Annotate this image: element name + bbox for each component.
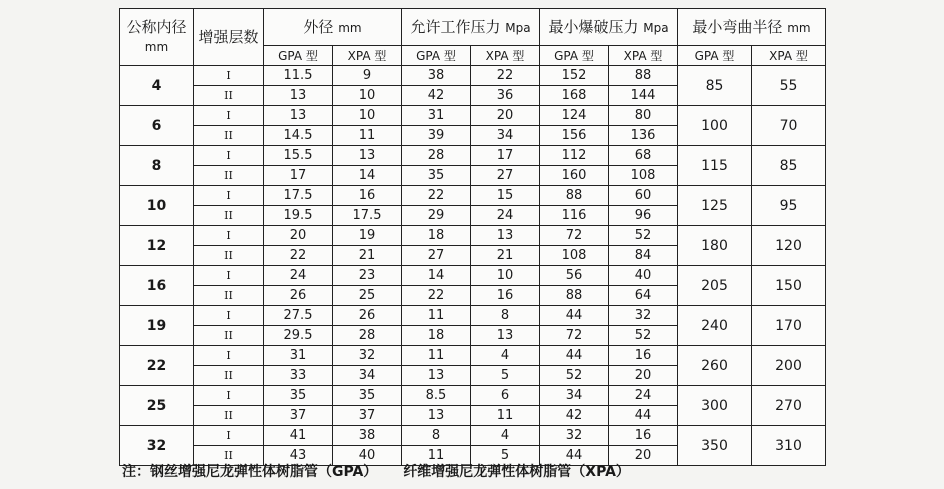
wp-xpa-cell: 13 xyxy=(471,326,540,346)
bend-gpa-cell: 260 xyxy=(678,346,752,386)
bp-gpa-cell: 72 xyxy=(540,326,609,346)
inner-diameter-cell: 4 xyxy=(120,66,194,106)
header-layers: 增强层数 xyxy=(194,9,264,66)
bend-xpa-cell: 55 xyxy=(752,66,826,106)
header-bp-gpa: GPA 型 xyxy=(540,46,609,66)
od-gpa-cell: 19.5 xyxy=(264,206,333,226)
footnote xyxy=(122,461,630,481)
bp-xpa-cell: 24 xyxy=(609,386,678,406)
wp-xpa-cell: 5 xyxy=(471,446,540,466)
bp-gpa-cell: 42 xyxy=(540,406,609,426)
wp-gpa-cell: 13 xyxy=(402,366,471,386)
od-gpa-cell: 41 xyxy=(264,426,333,446)
inner-diameter-cell: 25 xyxy=(120,386,194,426)
od-xpa-cell: 9 xyxy=(333,66,402,86)
od-gpa-cell: 13 xyxy=(264,86,333,106)
footnote-prefix: 注： xyxy=(122,464,150,480)
bp-gpa-cell: 152 xyxy=(540,66,609,86)
layer-cell: I xyxy=(194,146,264,166)
bp-xpa-cell: 64 xyxy=(609,286,678,306)
wp-xpa-cell: 15 xyxy=(471,186,540,206)
layer-cell: II xyxy=(194,446,264,466)
od-xpa-cell: 37 xyxy=(333,406,402,426)
bp-xpa-cell: 32 xyxy=(609,306,678,326)
wp-xpa-cell: 10 xyxy=(471,266,540,286)
layer-cell: I xyxy=(194,266,264,286)
layer-cell: II xyxy=(194,366,264,386)
od-xpa-cell: 34 xyxy=(333,366,402,386)
inner-diameter-cell: 8 xyxy=(120,146,194,186)
bp-gpa-cell: 108 xyxy=(540,246,609,266)
bp-xpa-cell: 144 xyxy=(609,86,678,106)
bp-gpa-cell: 156 xyxy=(540,126,609,146)
od-gpa-cell: 27.5 xyxy=(264,306,333,326)
od-xpa-cell: 10 xyxy=(333,86,402,106)
od-xpa-cell: 35 xyxy=(333,386,402,406)
header-bend-radius-unit: mm xyxy=(787,20,811,35)
inner-diameter-cell: 22 xyxy=(120,346,194,386)
bp-xpa-cell: 60 xyxy=(609,186,678,206)
od-xpa-cell: 38 xyxy=(333,426,402,446)
layer-cell: I xyxy=(194,106,264,126)
wp-gpa-cell: 11 xyxy=(402,306,471,326)
layer-cell: II xyxy=(194,126,264,146)
bend-gpa-cell: 125 xyxy=(678,186,752,226)
layer-cell: I xyxy=(194,66,264,86)
layer-cell: I xyxy=(194,426,264,446)
od-xpa-cell: 23 xyxy=(333,266,402,286)
bp-gpa-cell: 160 xyxy=(540,166,609,186)
od-gpa-cell: 20 xyxy=(264,226,333,246)
bend-gpa-cell: 85 xyxy=(678,66,752,106)
wp-xpa-cell: 13 xyxy=(471,226,540,246)
table-row xyxy=(120,146,826,166)
layer-cell: I xyxy=(194,186,264,206)
header-inner-diameter-label: 公称内径 xyxy=(126,18,187,37)
bend-xpa-cell: 85 xyxy=(752,146,826,186)
wp-xpa-cell: 36 xyxy=(471,86,540,106)
bp-xpa-cell: 80 xyxy=(609,106,678,126)
wp-xpa-cell: 4 xyxy=(471,426,540,446)
bp-xpa-cell: 52 xyxy=(609,326,678,346)
layer-cell: II xyxy=(194,286,264,306)
header-od-gpa: GPA 型 xyxy=(264,46,333,66)
wp-xpa-cell: 11 xyxy=(471,406,540,426)
layer-cell: I xyxy=(194,306,264,326)
od-gpa-cell: 14.5 xyxy=(264,126,333,146)
wp-gpa-cell: 39 xyxy=(402,126,471,146)
header-wp-xpa: XPA 型 xyxy=(471,46,540,66)
od-gpa-cell: 26 xyxy=(264,286,333,306)
bend-xpa-cell: 70 xyxy=(752,106,826,146)
wp-gpa-cell: 14 xyxy=(402,266,471,286)
bp-xpa-cell: 16 xyxy=(609,346,678,366)
od-xpa-cell: 10 xyxy=(333,106,402,126)
wp-gpa-cell: 28 xyxy=(402,146,471,166)
od-xpa-cell: 14 xyxy=(333,166,402,186)
wp-gpa-cell: 13 xyxy=(402,406,471,426)
od-xpa-cell: 19 xyxy=(333,226,402,246)
wp-gpa-cell: 18 xyxy=(402,226,471,246)
wp-gpa-cell: 11 xyxy=(402,346,471,366)
layer-cell: II xyxy=(194,246,264,266)
wp-xpa-cell: 4 xyxy=(471,346,540,366)
footnote-xpa: 纤维增强尼龙弹性体树脂管（XPA） xyxy=(403,464,630,480)
bp-xpa-cell: 96 xyxy=(609,206,678,226)
table-row xyxy=(120,106,826,126)
inner-diameter-cell: 19 xyxy=(120,306,194,346)
header-outer-diameter-label: 外径 xyxy=(303,17,334,36)
wp-xpa-cell: 16 xyxy=(471,286,540,306)
header-inner-diameter-unit: mm xyxy=(144,40,169,54)
bp-xpa-cell: 88 xyxy=(609,66,678,86)
layer-cell: II xyxy=(194,206,264,226)
wp-xpa-cell: 21 xyxy=(471,246,540,266)
layer-cell: II xyxy=(194,86,264,106)
hose-spec-table xyxy=(119,8,826,466)
bend-gpa-cell: 350 xyxy=(678,426,752,466)
od-gpa-cell: 13 xyxy=(264,106,333,126)
bp-gpa-cell: 112 xyxy=(540,146,609,166)
bp-xpa-cell: 20 xyxy=(609,366,678,386)
wp-gpa-cell: 38 xyxy=(402,66,471,86)
od-gpa-cell: 31 xyxy=(264,346,333,366)
wp-xpa-cell: 20 xyxy=(471,106,540,126)
bp-xpa-cell: 136 xyxy=(609,126,678,146)
bend-gpa-cell: 180 xyxy=(678,226,752,266)
header-bend-gpa: GPA 型 xyxy=(678,46,752,66)
bp-gpa-cell: 72 xyxy=(540,226,609,246)
bend-gpa-cell: 205 xyxy=(678,266,752,306)
wp-xpa-cell: 24 xyxy=(471,206,540,226)
wp-xpa-cell: 8 xyxy=(471,306,540,326)
od-xpa-cell: 26 xyxy=(333,306,402,326)
header-bend-xpa: XPA 型 xyxy=(752,46,826,66)
bend-xpa-cell: 170 xyxy=(752,306,826,346)
wp-gpa-cell: 11 xyxy=(402,446,471,466)
bp-gpa-cell: 44 xyxy=(540,306,609,326)
header-outer-diameter xyxy=(264,9,402,46)
table-row xyxy=(120,386,826,406)
bp-gpa-cell: 44 xyxy=(540,346,609,366)
od-gpa-cell: 37 xyxy=(264,406,333,426)
table-row xyxy=(120,306,826,326)
layer-cell: I xyxy=(194,386,264,406)
od-gpa-cell: 17.5 xyxy=(264,186,333,206)
od-gpa-cell: 29.5 xyxy=(264,326,333,346)
header-burst-pressure-label: 最小爆破压力 xyxy=(548,17,639,36)
od-gpa-cell: 35 xyxy=(264,386,333,406)
bend-gpa-cell: 100 xyxy=(678,106,752,146)
od-xpa-cell: 17.5 xyxy=(333,206,402,226)
header-bend-radius xyxy=(678,9,826,46)
bp-xpa-cell: 84 xyxy=(609,246,678,266)
wp-xpa-cell: 17 xyxy=(471,146,540,166)
bp-gpa-cell: 168 xyxy=(540,86,609,106)
od-gpa-cell: 43 xyxy=(264,446,333,466)
bp-gpa-cell: 32 xyxy=(540,426,609,446)
od-gpa-cell: 24 xyxy=(264,266,333,286)
wp-xpa-cell: 27 xyxy=(471,166,540,186)
header-burst-pressure xyxy=(540,9,678,46)
bend-xpa-cell: 120 xyxy=(752,226,826,266)
bend-xpa-cell: 270 xyxy=(752,386,826,426)
header-od-xpa: XPA 型 xyxy=(333,46,402,66)
wp-gpa-cell: 8 xyxy=(402,426,471,446)
bp-xpa-cell: 52 xyxy=(609,226,678,246)
wp-gpa-cell: 22 xyxy=(402,186,471,206)
wp-gpa-cell: 18 xyxy=(402,326,471,346)
wp-gpa-cell: 35 xyxy=(402,166,471,186)
header-working-pressure xyxy=(402,9,540,46)
wp-gpa-cell: 8.5 xyxy=(402,386,471,406)
bp-gpa-cell: 56 xyxy=(540,266,609,286)
inner-diameter-cell: 6 xyxy=(120,106,194,146)
bend-xpa-cell: 150 xyxy=(752,266,826,306)
header-burst-pressure-unit: Mpa xyxy=(643,20,669,35)
footnote-gpa: 钢丝增强尼龙弹性体树脂管（GPA） xyxy=(150,464,378,480)
bend-xpa-cell: 95 xyxy=(752,186,826,226)
od-gpa-cell: 11.5 xyxy=(264,66,333,86)
header-working-pressure-label: 允许工作压力 xyxy=(410,17,501,36)
layer-cell: II xyxy=(194,406,264,426)
header-outer-diameter-unit: mm xyxy=(338,20,362,35)
inner-diameter-cell: 16 xyxy=(120,266,194,306)
bend-gpa-cell: 300 xyxy=(678,386,752,426)
bp-gpa-cell: 44 xyxy=(540,446,609,466)
header-bend-radius-label: 最小弯曲半径 xyxy=(692,17,783,36)
od-xpa-cell: 32 xyxy=(333,346,402,366)
wp-xpa-cell: 34 xyxy=(471,126,540,146)
wp-gpa-cell: 29 xyxy=(402,206,471,226)
bp-xpa-cell: 16 xyxy=(609,426,678,446)
bend-gpa-cell: 240 xyxy=(678,306,752,346)
wp-xpa-cell: 22 xyxy=(471,66,540,86)
bp-xpa-cell: 108 xyxy=(609,166,678,186)
bend-gpa-cell: 115 xyxy=(678,146,752,186)
od-xpa-cell: 16 xyxy=(333,186,402,206)
layer-cell: I xyxy=(194,346,264,366)
od-xpa-cell: 13 xyxy=(333,146,402,166)
inner-diameter-cell: 32 xyxy=(120,426,194,466)
bp-gpa-cell: 52 xyxy=(540,366,609,386)
bp-xpa-cell: 68 xyxy=(609,146,678,166)
table-row xyxy=(120,346,826,366)
wp-gpa-cell: 42 xyxy=(402,86,471,106)
spec-table-body xyxy=(120,66,826,466)
bp-gpa-cell: 88 xyxy=(540,186,609,206)
od-xpa-cell: 40 xyxy=(333,446,402,466)
od-xpa-cell: 21 xyxy=(333,246,402,266)
od-gpa-cell: 17 xyxy=(264,166,333,186)
header-wp-gpa: GPA 型 xyxy=(402,46,471,66)
header-row-main xyxy=(120,9,826,46)
table-row xyxy=(120,266,826,286)
bend-xpa-cell: 200 xyxy=(752,346,826,386)
table-row xyxy=(120,186,826,206)
od-xpa-cell: 11 xyxy=(333,126,402,146)
inner-diameter-cell: 10 xyxy=(120,186,194,226)
bp-gpa-cell: 34 xyxy=(540,386,609,406)
od-xpa-cell: 28 xyxy=(333,326,402,346)
bp-xpa-cell: 20 xyxy=(609,446,678,466)
wp-gpa-cell: 27 xyxy=(402,246,471,266)
layer-cell: I xyxy=(194,226,264,246)
od-gpa-cell: 15.5 xyxy=(264,146,333,166)
table-row xyxy=(120,226,826,246)
wp-xpa-cell: 6 xyxy=(471,386,540,406)
bp-gpa-cell: 116 xyxy=(540,206,609,226)
header-bp-xpa: XPA 型 xyxy=(609,46,678,66)
layer-cell: II xyxy=(194,166,264,186)
bend-xpa-cell: 310 xyxy=(752,426,826,466)
od-xpa-cell: 25 xyxy=(333,286,402,306)
bp-xpa-cell: 44 xyxy=(609,406,678,426)
bp-gpa-cell: 88 xyxy=(540,286,609,306)
table-row xyxy=(120,66,826,86)
bp-gpa-cell: 124 xyxy=(540,106,609,126)
wp-xpa-cell: 5 xyxy=(471,366,540,386)
wp-gpa-cell: 22 xyxy=(402,286,471,306)
od-gpa-cell: 33 xyxy=(264,366,333,386)
table-row xyxy=(120,426,826,446)
inner-diameter-cell: 12 xyxy=(120,226,194,266)
header-inner-diameter xyxy=(120,9,194,66)
wp-gpa-cell: 31 xyxy=(402,106,471,126)
bp-xpa-cell: 40 xyxy=(609,266,678,286)
od-gpa-cell: 22 xyxy=(264,246,333,266)
layer-cell: II xyxy=(194,326,264,346)
header-working-pressure-unit: Mpa xyxy=(505,20,531,35)
